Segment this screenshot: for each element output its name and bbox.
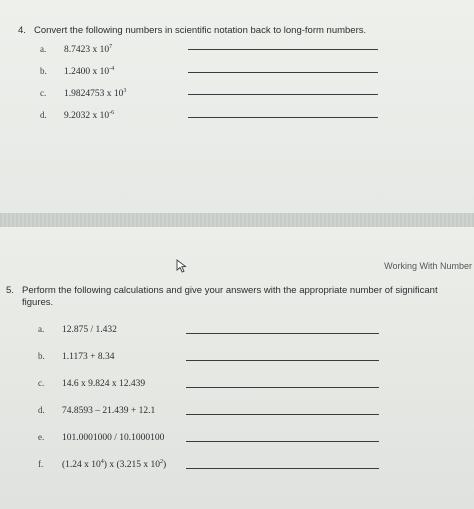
worksheet-page-bottom [0, 227, 474, 509]
answer-line-5b[interactable] [186, 360, 379, 361]
item-expression-part: ) x (3.215 x 10 [103, 460, 160, 470]
q4-item-b [40, 66, 114, 77]
answer-line-4d[interactable] [188, 117, 378, 118]
answer-line-4a[interactable] [188, 49, 378, 50]
q5-item-c [38, 378, 145, 389]
answer-line-5e[interactable] [186, 441, 379, 442]
q5-item-b [38, 351, 115, 362]
item-expression: 12.875 / 1.432 [62, 325, 117, 335]
item-exponent: 4 [100, 459, 104, 465]
item-base: 1.9824753 x 10 [64, 89, 124, 99]
item-expression: 1.1173 + 8.34 [62, 352, 115, 362]
item-exponent: -6 [109, 110, 115, 116]
mouse-pointer-icon [176, 259, 188, 273]
q5-item-f [38, 459, 166, 470]
answer-line-4b[interactable] [188, 72, 378, 73]
item-letter: a. [38, 324, 45, 334]
q5-item-a [38, 324, 117, 335]
item-exponent: 7 [109, 44, 113, 50]
item-expression: 101.0001000 / 10.1000100 [62, 433, 165, 443]
item-exponent: 3 [123, 88, 127, 94]
item-expression-part: ) [163, 460, 167, 470]
item-letter: c. [40, 88, 47, 98]
page-separator [0, 213, 474, 227]
item-base: 1.2400 x 10 [64, 67, 110, 77]
item-expression: 14.6 x 9.824 x 12.439 [62, 379, 146, 389]
question-4-instruction: Convert the following numbers in scientific notation back to long-form numbers. [34, 25, 367, 36]
answer-line-5a[interactable] [186, 333, 379, 334]
item-expression-part: (1.24 x 10 [62, 460, 101, 470]
answer-line-5c[interactable] [186, 387, 379, 388]
item-letter: d. [38, 405, 45, 415]
item-letter: f. [38, 459, 44, 469]
answer-line-4c[interactable] [188, 94, 378, 95]
item-expression: 74.8593 – 21.439 + 12.1 [62, 406, 156, 416]
item-letter: e. [38, 432, 45, 442]
item-exponent: 2 [160, 459, 163, 465]
item-exponent: -4 [109, 66, 115, 72]
section-title: Working With Number [384, 261, 472, 271]
answer-line-5d[interactable] [186, 414, 379, 415]
question-4-number: 4. [18, 25, 26, 36]
question-5-instruction: Perform the following calculations and give your answers with the appropriate number of significant [22, 285, 438, 296]
q4-item-c [40, 88, 126, 99]
q4-item-d [40, 110, 114, 121]
q5-item-d [38, 405, 155, 416]
q4-item-a [40, 44, 112, 55]
question-5-instruction-cont: figures. [22, 297, 54, 308]
question-4-heading [18, 25, 366, 37]
answer-line-5f[interactable] [186, 468, 379, 469]
item-letter: a. [40, 44, 47, 54]
question-5-number: 5. [6, 285, 14, 296]
question-5-heading [6, 285, 438, 297]
item-base: 8.7423 x 10 [64, 45, 110, 55]
item-letter: c. [38, 378, 45, 388]
item-letter: b. [40, 66, 47, 76]
q5-item-e [38, 432, 164, 443]
worksheet-page-top [0, 0, 474, 213]
item-base: 9.2032 x 10 [64, 111, 110, 121]
item-letter: b. [38, 351, 45, 361]
item-letter: d. [40, 110, 47, 120]
